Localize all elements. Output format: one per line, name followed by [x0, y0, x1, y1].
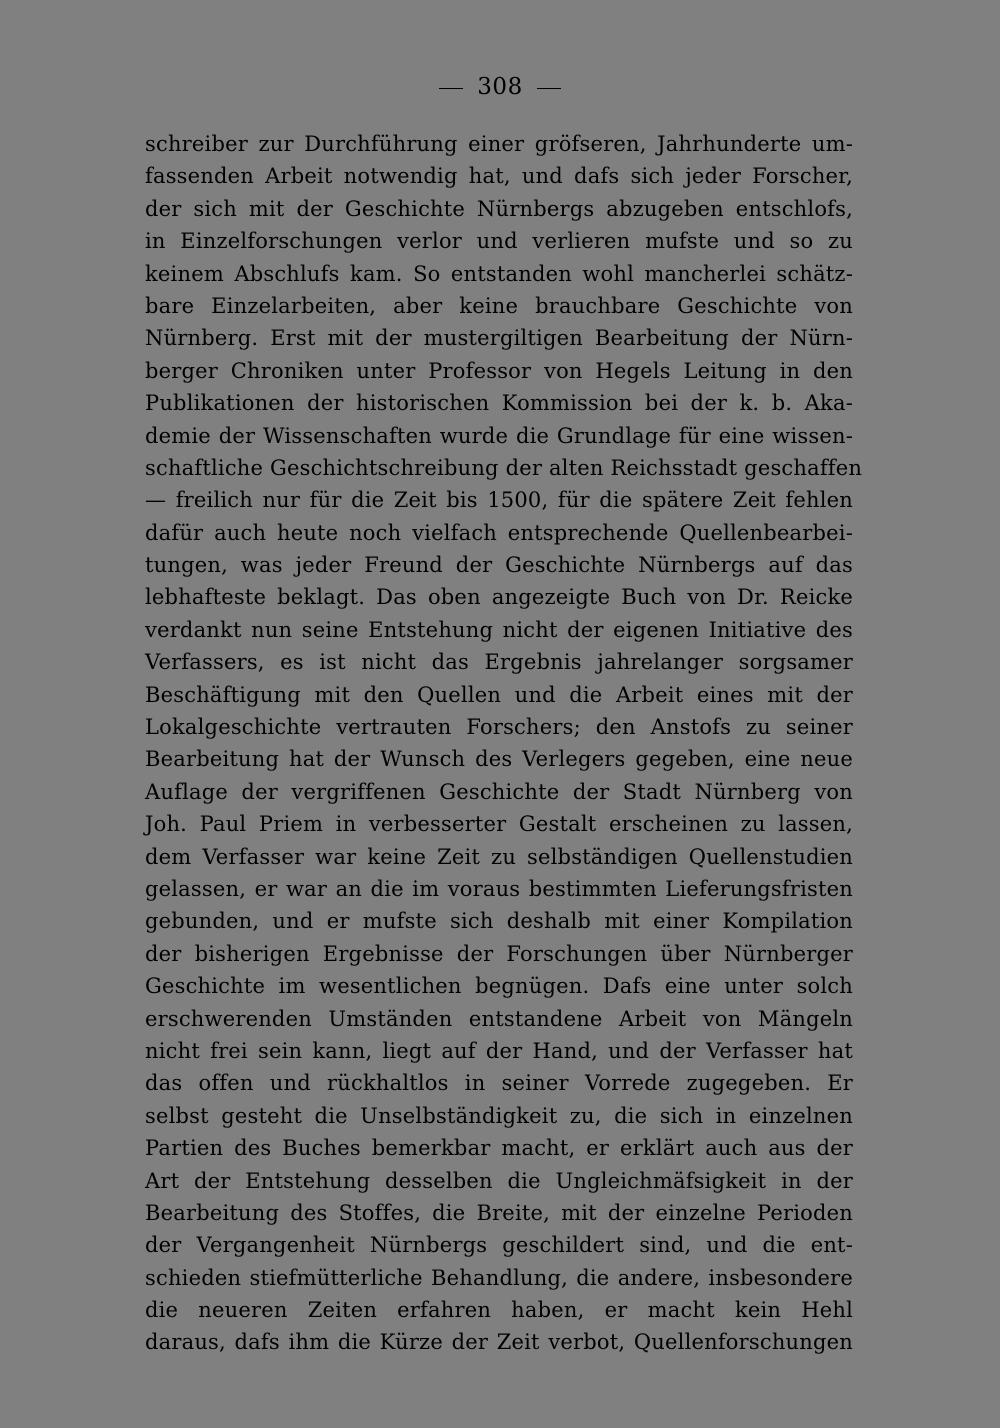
- text-line: selbst gesteht die Unselbständigkeit zu, die sich in einzelnen: [145, 1103, 853, 1128]
- text-line: das offen und rückhaltlos in seiner Vorrede zugegeben. Er: [145, 1071, 853, 1096]
- text-line: Nürnberg. Erst mit der mustergiltigen Bearbeitung der Nürn-: [145, 326, 853, 351]
- text-line: schaftliche Geschichtschreibung der alten Reichsstadt geschaffen: [145, 455, 863, 480]
- text-line: schreiber zur Durchführung einer gröfseren, Jahrhunderte um-: [145, 132, 853, 156]
- text-line: Publikationen der historischen Kommission bei der k. b. Aka-: [145, 391, 853, 416]
- text-line: Partien des Buches bemerkbar macht, er erklärt auch aus der: [145, 1136, 853, 1161]
- text-line: in Einzelforschungen verlor und verlieren mufste und so zu: [145, 229, 853, 254]
- header-dash-right: [537, 88, 561, 89]
- text-line: lebhafteste beklagt. Das oben angezeigte Buch von Dr. Reicke: [145, 585, 853, 610]
- text-line: demie der Wissenschaften wurde die Grundlage für eine wissen-: [145, 423, 853, 448]
- text-line: — freilich nur für die Zeit bis 1500, für die spätere Zeit fehlen: [145, 488, 853, 513]
- text-line: fassenden Arbeit notwendig hat, und dafs sich jeder Forscher,: [145, 164, 853, 189]
- text-line: der bisherigen Ergebnisse der Forschungen über Nürnberger: [145, 941, 853, 966]
- text-line: der Vergangenheit Nürnbergs geschildert sind, und die ent-: [145, 1233, 853, 1258]
- text-line: Bearbeitung des Stoffes, die Breite, mit der einzelne Perioden: [145, 1200, 853, 1225]
- text-line: dem Verfasser war keine Zeit zu selbständigen Quellenstudien: [145, 844, 853, 869]
- header-dash-left: [439, 88, 463, 89]
- text-line: Geschichte im wesentlichen begnügen. Dafs eine unter solch: [145, 974, 853, 999]
- text-line: gebunden, und er mufste sich deshalb mit einer Kompilation: [145, 909, 853, 934]
- text-line: der sich mit der Geschichte Nürnbergs abzugeben entschlofs,: [145, 196, 853, 221]
- text-line: Verfassers, es ist nicht das Ergebnis jahrelanger sorgsamer: [145, 650, 853, 675]
- text-line: tungen, was jeder Freund der Geschichte Nürnbergs auf das: [145, 553, 853, 578]
- text-line: die neueren Zeiten erfahren haben, er macht kein Hehl: [145, 1298, 853, 1323]
- text-line: keinem Abschlufs kam. So entstanden wohl mancherlei schätz-: [145, 261, 853, 286]
- text-line: erschwerenden Umständen entstandene Arbeit von Mängeln: [145, 1006, 853, 1031]
- text-line: Art der Entstehung desselben die Ungleichmäfsigkeit in der: [145, 1168, 853, 1193]
- page-header: [0, 74, 1000, 100]
- text-line: berger Chroniken unter Professor von Hegels Leitung in den: [145, 358, 853, 383]
- text-line: verdankt nun seine Entstehung nicht der eigenen Initiative des: [145, 617, 853, 642]
- text-line: Beschäftigung mit den Quellen und die Arbeit eines mit der: [145, 682, 853, 707]
- text-line: nicht frei sein kann, liegt auf der Hand, und der Verfasser hat: [145, 1038, 853, 1063]
- text-line: dafür auch heute noch vielfach entsprechende Quellenbearbei-: [145, 520, 853, 545]
- text-line: Bearbeitung hat der Wunsch des Verlegers gegeben, eine neue: [145, 747, 853, 772]
- text-line: Joh. Paul Priem in verbesserter Gestalt erscheinen zu lassen,: [145, 812, 853, 837]
- text-line: daraus, dafs ihm die Kürze der Zeit verbot, Quellenforschungen: [145, 1330, 853, 1355]
- text-line: schieden stiefmütterliche Behandlung, die andere, insbesondere: [145, 1265, 853, 1290]
- text-line: gelassen, er war an die im voraus bestimmten Lieferungsfristen: [145, 876, 853, 901]
- text-line: Auflage der vergriffenen Geschichte der Stadt Nürnberg von: [145, 779, 853, 804]
- text-line: Lokalgeschichte vertrauten Forschers; den Anstofs zu seiner: [145, 715, 853, 740]
- body-text: [145, 128, 863, 1359]
- text-line: bare Einzelarbeiten, aber keine brauchbare Geschichte von: [145, 293, 853, 318]
- page-number: 308: [477, 74, 523, 100]
